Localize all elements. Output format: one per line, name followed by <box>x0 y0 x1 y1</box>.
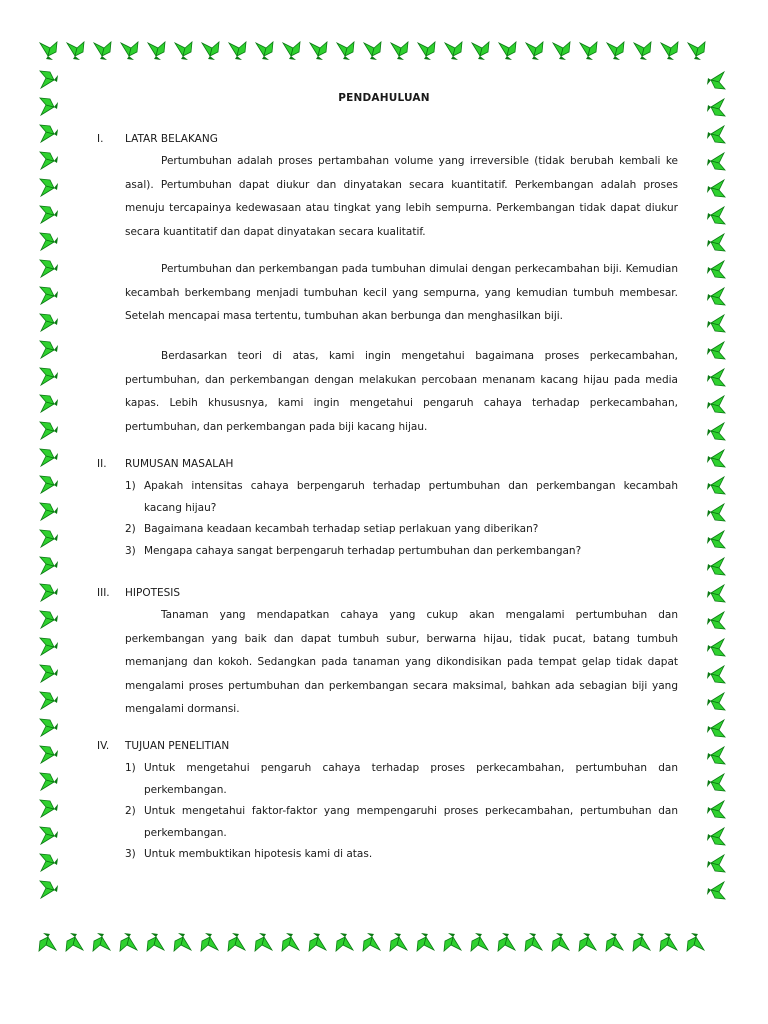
leaf-ornament-icon <box>579 933 596 951</box>
leaf-ornament-icon <box>40 341 58 358</box>
leaf-ornament-icon <box>525 933 542 951</box>
leaf-ornament-icon <box>40 665 58 682</box>
list-item: 1) Untuk mengetahui pengaruh cahaya terhadap proses perkecambahan, pertumbuhan dan perkembangan. <box>125 762 678 796</box>
section-rumusan-masalah-heading <box>97 458 233 470</box>
leaf-ornament-icon <box>444 933 461 951</box>
leaf-ornament-icon <box>707 666 725 683</box>
leaf-ornament-icon <box>283 42 300 60</box>
leaf-ornament-icon <box>390 933 407 951</box>
leaf-ornament-icon <box>229 42 246 60</box>
leaf-ornament-icon <box>40 719 58 736</box>
leaf-ornament-icon <box>147 933 164 951</box>
leaf-ornament-icon <box>363 933 380 951</box>
leaf-ornament-icon <box>364 42 381 60</box>
list-item: 3) Mengapa cahaya sangat berpengaruh terhadap pertumbuhan dan perkembangan? <box>125 544 582 557</box>
leaf-ornament-icon <box>707 261 725 278</box>
page-title: PENDAHULUAN <box>338 92 430 104</box>
leaf-ornament-icon <box>40 368 58 385</box>
leaf-ornament-icon <box>67 42 84 60</box>
leaf-ornament-icon <box>707 504 725 521</box>
leaf-ornament-icon <box>40 611 58 628</box>
leaf-ornament-icon <box>707 315 725 332</box>
list-item: 1) Apakah intensitas cahaya berpengaruh terhadap pertumbuhan dan perkembangan kecambah kacang hijau? <box>125 480 678 514</box>
leaf-ornament-icon <box>40 530 58 547</box>
leaf-ornament-icon <box>687 933 704 951</box>
leaf-ornament-icon <box>228 933 245 951</box>
leaf-ornament-icon <box>707 531 725 548</box>
leaf-ornament-icon <box>40 827 58 844</box>
leaf-ornament-icon <box>40 476 58 493</box>
leaf-ornament-icon <box>40 314 58 331</box>
section-hipotesis-heading <box>97 587 180 599</box>
list-item: 2) Bagaimana keadaan kecambah terhadap setiap perlakuan yang diberikan? <box>125 523 539 535</box>
leaf-ornament-icon <box>40 881 58 898</box>
leaf-ornament-icon <box>93 933 110 951</box>
leaf-ornament-icon <box>707 396 725 413</box>
leaf-ornament-icon <box>40 746 58 763</box>
paragraph: Berdasarkan teori di atas, kami ingin mengetahui bagaimana proses perkecambahan, pertumbuhan, dan perkembangan dengan melakukan percobaan menanam kacang hijau pada media kapas. Lebih khususnya, kami ingin mengetahui pengaruh cahaya terhadap perkecambahan, pertumbuhan, dan perkembangan pada biji kacang hijau. <box>125 350 678 433</box>
leaf-ornament-icon <box>707 423 725 440</box>
leaf-ornament-icon <box>498 933 515 951</box>
leaf-ornament-icon <box>40 179 58 196</box>
leaf-ornament-icon <box>499 42 516 60</box>
leaf-ornament-icon <box>707 639 725 656</box>
leaf-ornament-icon <box>553 42 570 60</box>
leaf-ornament-icon <box>337 42 354 60</box>
section-title: LATAR BELAKANG <box>125 133 218 145</box>
leaf-ornament-icon <box>310 42 327 60</box>
leaf-ornament-icon <box>707 693 725 710</box>
paragraph: Tanaman yang mendapatkan cahaya yang cukup akan mengalami pertumbuhan dan perkembangan yang baik dan dapat tumbuh subur, berwarna hijau, tidak pucat, batang tumbuh memanjang dan kokoh. Sedangkan pada tanaman yang dikondisikan pada tempat gelap tidak dapat mengalami proses pertumbuhan dan perkembangan secara maksimal, bahkan ada sebagian biji yang mengalami dormansi. <box>125 609 678 715</box>
leaf-ornament-icon <box>707 774 725 791</box>
leaf-ornament-icon <box>40 638 58 655</box>
leaf-ornament-icon <box>707 612 725 629</box>
section-number: III. <box>97 587 110 599</box>
leaf-ornament-icon <box>148 42 165 60</box>
leaf-ornament-icon <box>707 720 725 737</box>
leaf-ornament-icon <box>40 71 58 88</box>
leaf-ornament-icon <box>66 933 83 951</box>
leaf-ornament-icon <box>707 801 725 818</box>
leaf-ornament-icon <box>471 933 488 951</box>
leaf-ornament-icon <box>121 42 138 60</box>
leaf-ornament-icon <box>120 933 137 951</box>
leaf-ornament-icon <box>282 933 299 951</box>
leaf-ornament-icon <box>688 42 705 60</box>
leaf-ornament-icon <box>606 933 623 951</box>
leaf-ornament-icon <box>707 477 725 494</box>
paragraph: Pertumbuhan dan perkembangan pada tumbuhan dimulai dengan perkecambahan biji. Kemudian kecambah berkembang menjadi tumbuhan kecil yang sempurna, yang kemudian tumbuh membesar. Setelah mencapai masa tertentu, tumbuhan akan berbunga dan menghasilkan biji. <box>125 263 678 322</box>
leaf-ornament-icon <box>40 854 58 871</box>
leaf-ornament-icon <box>309 933 326 951</box>
leaf-ornament-icon <box>336 933 353 951</box>
leaf-ornament-icon <box>707 747 725 764</box>
leaf-ornament-icon <box>445 42 462 60</box>
leaf-ornament-icon <box>707 450 725 467</box>
leaf-ornament-icon <box>707 558 725 575</box>
leaf-ornament-icon <box>201 933 218 951</box>
leaf-ornament-icon <box>175 42 192 60</box>
leaf-ornament-icon <box>552 933 569 951</box>
list-item: 3) Untuk membuktikan hipotesis kami di atas. <box>125 848 373 860</box>
leaf-ornament-icon <box>40 287 58 304</box>
leaf-ornament-icon <box>40 422 58 439</box>
leaf-ornament-icon <box>40 206 58 223</box>
leaf-ornament-icon <box>526 42 543 60</box>
leaf-ornament-icon <box>707 585 725 602</box>
leaf-ornament-icon <box>707 369 725 386</box>
leaf-ornament-icon <box>417 933 434 951</box>
leaf-ornament-icon <box>707 342 725 359</box>
leaf-ornament-icon <box>707 72 725 89</box>
leaf-ornament-icon <box>40 152 58 169</box>
leaf-ornament-icon <box>707 207 725 224</box>
leaf-ornament-icon <box>40 800 58 817</box>
leaf-ornament-icon <box>40 557 58 574</box>
leaf-ornament-icon <box>607 42 624 60</box>
leaf-ornament-icon <box>40 503 58 520</box>
leaf-ornament-icon <box>40 233 58 250</box>
leaf-ornament-icon <box>580 42 597 60</box>
leaf-ornament-icon <box>661 42 678 60</box>
leaf-ornament-icon <box>40 260 58 277</box>
leaf-ornament-icon <box>707 828 725 845</box>
leaf-ornament-icon <box>256 42 273 60</box>
leaf-ornament-icon <box>40 584 58 601</box>
leaf-ornament-icon <box>202 42 219 60</box>
problem-list <box>125 476 678 562</box>
leaf-ornament-icon <box>660 933 677 951</box>
section-tujuan-penelitian-heading <box>97 740 229 752</box>
leaf-ornament-icon <box>391 42 408 60</box>
objective-list <box>125 758 678 866</box>
leaf-ornament-icon <box>255 933 272 951</box>
section-number: II. <box>97 458 107 470</box>
leaf-ornament-icon <box>707 180 725 197</box>
leaf-ornament-icon <box>472 42 489 60</box>
leaf-ornament-icon <box>174 933 191 951</box>
list-item: 2) Untuk mengetahui faktor-faktor yang mempengaruhi proses perkecambahan, pertumbuhan dan perkembangan. <box>125 805 678 839</box>
leaf-ornament-icon <box>40 773 58 790</box>
section-title: TUJUAN PENELITIAN <box>125 740 230 752</box>
leaf-ornament-icon <box>707 288 725 305</box>
leaf-ornament-icon <box>707 234 725 251</box>
leaf-ornament-icon <box>418 42 435 60</box>
leaf-ornament-icon <box>707 882 725 899</box>
leaf-ornament-icon <box>40 692 58 709</box>
section-number: I. <box>97 133 104 145</box>
leaf-ornament-icon <box>633 933 650 951</box>
section-title: HIPOTESIS <box>125 587 181 599</box>
paragraph: Pertumbuhan adalah proses pertambahan volume yang irreversible (tidak berubah kembali ke asal). Pertumbuhan dapat diukur dan dinyatakan secara kuantitatif. Perkembangan adalah proses menuju tercapainya kedewasaan atau tingkat yang lebih sempurna. Perkembangan tidak dapat diukur secara kuantitatif dan dapat dinyatakan secara kualitatif. <box>125 155 678 238</box>
leaf-ornament-icon <box>634 42 651 60</box>
leaf-ornament-icon <box>40 449 58 466</box>
leaf-ornament-icon <box>707 126 725 143</box>
leaf-ornament-icon <box>40 395 58 412</box>
leaf-ornament-icon <box>40 42 57 60</box>
leaf-ornament-icon <box>39 933 56 951</box>
section-number: IV. <box>97 740 110 752</box>
leaf-ornament-icon <box>707 153 725 170</box>
section-latar-belakang-heading <box>97 133 218 145</box>
section-title: RUMUSAN MASALAH <box>125 458 234 470</box>
leaf-ornament-icon <box>40 125 58 142</box>
leaf-ornament-icon <box>707 855 725 872</box>
leaf-ornament-icon <box>94 42 111 60</box>
